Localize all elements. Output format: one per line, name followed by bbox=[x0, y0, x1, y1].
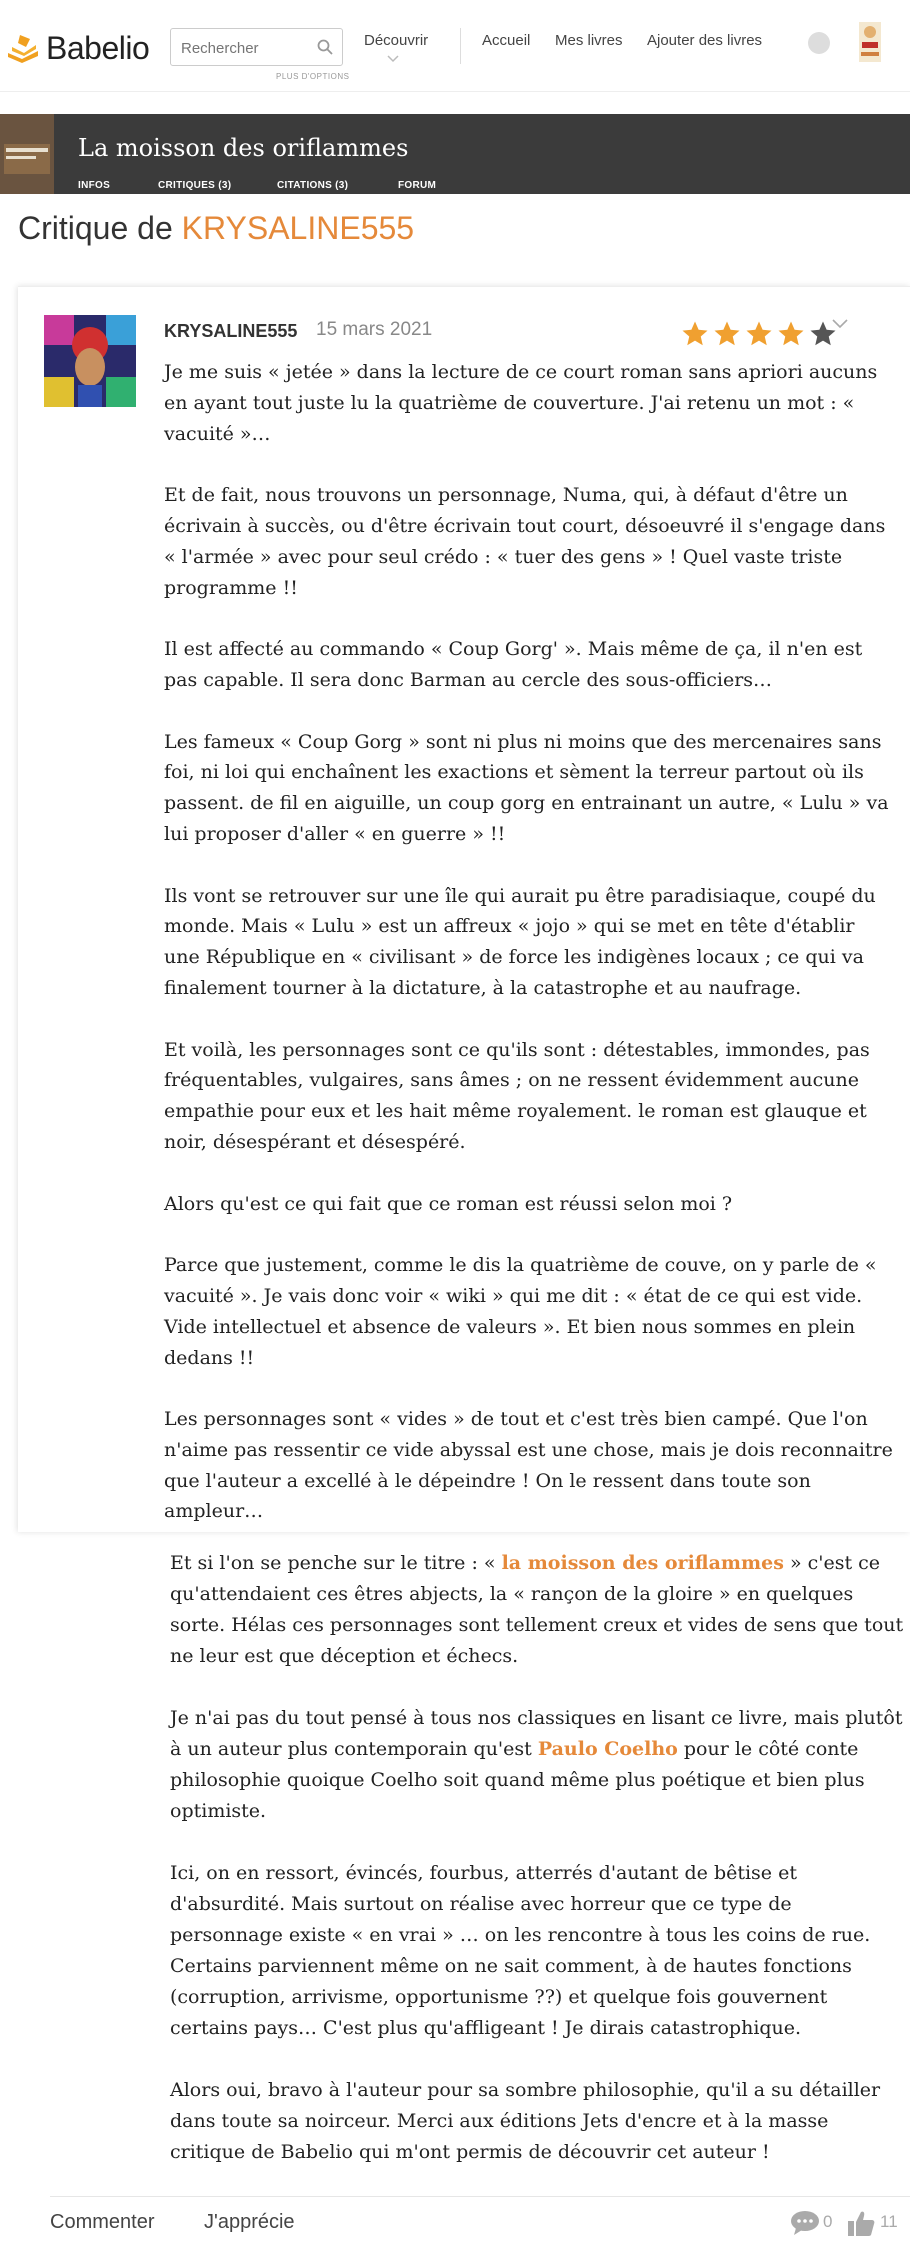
text-run: Je n'ai pas du tout pensé à tous nos classiques en lisant ce livre, mais plutôt à un auteur plus contemporain qu'est bbox=[170, 1707, 903, 1760]
text-run: » c'est ce qu'attendaient ces êtres abjects, la « rançon de la gloire » en quelques sorte. Hélas ces personnages sont tellement creux et vides de sens que tout ne leur est que déception et échecs. bbox=[170, 1552, 904, 1667]
star-full-icon bbox=[680, 319, 710, 349]
nav-divider bbox=[460, 28, 461, 64]
notification-bell-icon[interactable] bbox=[808, 32, 830, 54]
footer-divider bbox=[50, 2196, 910, 2197]
page-title bbox=[18, 210, 414, 247]
star-rating bbox=[680, 319, 838, 349]
review-paragraph: Et voilà, les personnages sont ce qu'ils sont : détestables, immondes, pas fréquentables, vulgaires, sans âmes ; on ne ressent évidemment aucune empathie pour eux et les hait même royalement. le roman est glauque et noir, désespérant et désespéré. bbox=[164, 1038, 870, 1153]
brand-name: Babelio bbox=[46, 29, 150, 66]
review-text bbox=[164, 357, 894, 1527]
review-paragraph: Les personnages sont « vides » de tout et c'est très bien campé. Que l'on n'aime pas ressentir ce vide abyssal est une chose, mais je dois reconnaitre que l'auteur a excellé à le dépeindre ! On le ressent dans toute son ampleur… bbox=[164, 1408, 893, 1523]
comment-count: 0 bbox=[823, 2212, 833, 2231]
reviewer-name[interactable]: KRYSALINE555 bbox=[164, 321, 298, 341]
comment-button[interactable]: Commenter bbox=[50, 2211, 155, 2233]
tab-forum[interactable]: FORUM bbox=[398, 180, 437, 191]
review-paragraph: Je me suis « jetée » dans la lecture de ce court roman sans apriori aucuns en ayant tout juste lu la quatrième de couverture. J'ai retenu un mot : « vacuité »… bbox=[164, 361, 878, 445]
review-paragraph: Il est affecté au commando « Coup Gorg' ». Mais même de ça, il n'en est pas capable. Il sera donc Barman au cercle des sous-officiers… bbox=[164, 638, 863, 691]
nav-my-books[interactable]: Mes livres bbox=[555, 32, 623, 49]
book-cover-thumbnail[interactable] bbox=[0, 114, 54, 194]
search-icon[interactable] bbox=[316, 38, 334, 56]
page-title-user[interactable]: KRYSALINE555 bbox=[181, 210, 415, 246]
star-full-icon bbox=[776, 319, 806, 349]
review-paragraph bbox=[170, 1703, 905, 1827]
book-title[interactable]: La moisson des oriflammes bbox=[78, 134, 409, 162]
chevron-down-icon[interactable] bbox=[830, 317, 850, 331]
tab-citations[interactable]: CITATIONS (3) bbox=[277, 180, 349, 191]
review-paragraph: Alors oui, bravo à l'auteur pour sa sombre philosophie, qu'il a su détailler dans toute sa noirceur. Merci aux éditions Jets d'encre et à la masse critique de Babelio qui m'ont permis de découvrir cet auteur ! bbox=[170, 2079, 881, 2163]
chevron-down-icon[interactable] bbox=[386, 54, 400, 64]
review-text-continued bbox=[170, 1548, 905, 2168]
review-paragraph: Les fameux « Coup Gorg » sont ni plus ni moins que des mercenaires sans foi, ni loi qui enchaînent les exactions et sèment la terreur partout où ils passent. de fil en aiguille, un coup gorg en entrainant un autre, « Lulu » va lui proposer d'aller « en guerre » !! bbox=[164, 730, 889, 845]
book-stack-icon bbox=[6, 33, 40, 63]
search-input[interactable] bbox=[179, 37, 323, 59]
tab-infos[interactable]: INFOS bbox=[78, 180, 111, 191]
book-title-link[interactable]: la moisson des oriflammes bbox=[501, 1552, 784, 1574]
thumbs-up-icon[interactable] bbox=[846, 2208, 876, 2238]
review-paragraph bbox=[170, 1548, 905, 1672]
comment-bubble-icon[interactable] bbox=[790, 2210, 820, 2236]
user-avatar-icon[interactable] bbox=[855, 20, 885, 66]
babelio-logo[interactable] bbox=[6, 28, 149, 68]
review-paragraph: Alors qu'est ce qui fait que ce roman est réussi selon moi ? bbox=[164, 1192, 733, 1215]
review-paragraph: Et de fait, nous trouvons un personnage, Numa, qui, à défaut d'être un écrivain à succès, ou d'être écrivain tout court, désoeuvré il s'engage dans « l'armée » avec pour seul crédo : « tuer des gens » ! Quel vaste triste programme !! bbox=[164, 484, 886, 599]
nav-add-books[interactable]: Ajouter des livres bbox=[647, 32, 763, 49]
like-count: 11 bbox=[880, 2212, 898, 2231]
review-paragraph: Parce que justement, comme le dis la quatrième de couve, on y parle de « vacuité ». Je vais donc voir « wiki » qui me dit : « état de ce qui est vide. Vide intellectuel et absence de valeurs ». Et bien nous sommes en plein dedans !! bbox=[164, 1254, 877, 1369]
review-paragraph: Ils vont se retrouver sur une île qui aurait pu être paradisiaque, coupé du monde. Mais « Lulu » est un affreux « jojo » qui se met en tête d'établir une République en « civilisant » de force les indigènes locaux ; ce qui va finalement tourner à la dictature, à la catastrophe et au naufrage. bbox=[164, 884, 876, 999]
text-run: Et si l'on se penche sur le titre : « bbox=[170, 1552, 502, 1574]
review-paragraph: Ici, on en ressort, évincés, fourbus, atterrés d'autant de bêtise et d'absurdité. Mais surtout on réalise avec horreur que ce type de personnage existe « en vrai » … on les rencontre à tous les coins de rue. Certains parviennent même on ne sait comment, à de hautes fonctions (corruption, arrivisme, opportunisme ??) et quelque fois gouvernent certains pays… C'est plus qu'affligeant ! Je dirais catastrophique. bbox=[170, 1862, 871, 2039]
reviewer-avatar[interactable] bbox=[44, 315, 136, 407]
search-box[interactable] bbox=[170, 28, 343, 66]
book-banner bbox=[0, 114, 910, 194]
text-run: pour le côté conte philosophie quoique Coelho soit quand même plus poétique et bien plus optimiste. bbox=[170, 1738, 865, 1822]
author-link[interactable]: Paulo Coelho bbox=[537, 1738, 678, 1760]
nav-discover[interactable]: Découvrir bbox=[364, 32, 429, 49]
top-bar bbox=[0, 0, 910, 92]
tab-critiques[interactable]: CRITIQUES (3) bbox=[158, 180, 232, 191]
review-card bbox=[18, 286, 910, 1532]
star-full-icon bbox=[744, 319, 774, 349]
like-button[interactable]: J'apprécie bbox=[204, 2211, 295, 2233]
more-options-link[interactable]: PLUS D'OPTIONS bbox=[276, 72, 350, 81]
page-title-prefix: Critique de bbox=[18, 210, 182, 246]
star-full-icon bbox=[712, 319, 742, 349]
nav-home[interactable]: Accueil bbox=[482, 32, 531, 49]
review-date: 15 mars 2021 bbox=[316, 319, 433, 340]
